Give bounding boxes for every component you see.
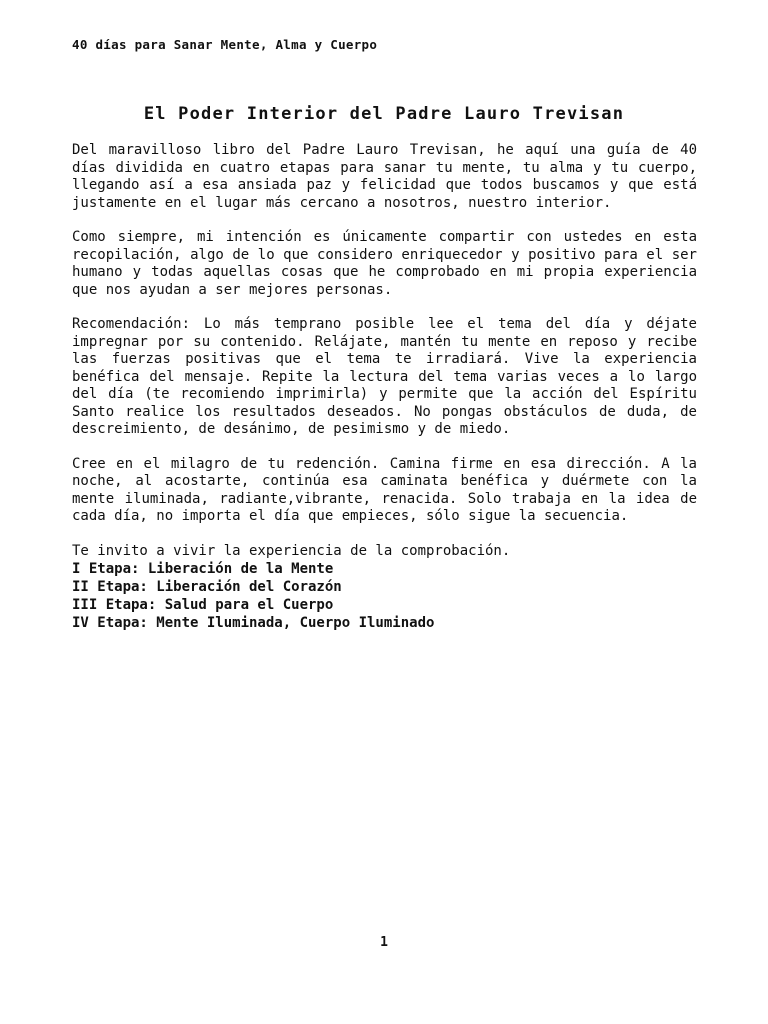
stage-item: IV Etapa: Mente Iluminada, Cuerpo Iluminado: [72, 615, 435, 631]
paragraph-invitation: Te invito a vivir la experiencia de la comprobación.: [72, 542, 511, 559]
stage-item: I Etapa: Liberación de la Mente: [72, 561, 334, 577]
stages-list: [72, 560, 697, 632]
document-body: [72, 142, 697, 632]
paragraph-belief: Cree en el milagro de tu redención. Camina firme en esa dirección. A la noche, al acostarte, continúa esa caminata benéfica y duérmete con la mente iluminada, radiante,vibrante, renacida. Solo trabaja en la idea de cada día, no importa el día que empieces, sólo sigue la secuencia.: [72, 455, 697, 524]
running-header: 40 días para Sanar Mente, Alma y Cuerpo: [72, 37, 378, 52]
paragraph-intro: Del maravilloso libro del Padre Lauro Trevisan, he aquí una guía de 40 días dividida en cuatro etapas para sanar tu mente, tu alma y tu cuerpo, llegando así a esa ansiada paz y felicidad que todos buscamos y que está justamente en el lugar más cercano a nosotros, nuestro interior.: [72, 142, 697, 211]
document-title: El Poder Interior del Padre Lauro Trevisan: [143, 104, 625, 124]
stage-item: II Etapa: Liberación del Corazón: [72, 579, 342, 595]
stage-item: III Etapa: Salud para el Cuerpo: [72, 597, 334, 613]
paragraph-recommendation: Recomendación: Lo más temprano posible lee el tema del día y déjate impregnar por su contenido. Relájate, mantén tu mente en reposo y recibe las fuerzas positivas que el tema te irradiará. Vive la experiencia benéfica del mensaje. Repite la lectura del tema varias veces a lo largo del día (te recomiendo imprimirla) y permite que la acción del Espíritu Santo realice los resultados deseados. No pongas obstáculos de duda, de descreimiento, de desánimo, de pesimismo y de miedo.: [72, 316, 697, 437]
page-number: 1: [380, 935, 388, 950]
paragraph-intention: Como siempre, mi intención es únicamente compartir con ustedes en esta recopilación, algo de lo que considero enriquecedor y positivo para el ser humano y todas aquellas cosas que he comprobado en mi propia experiencia que nos ayudan a ser mejores personas.: [72, 229, 697, 298]
